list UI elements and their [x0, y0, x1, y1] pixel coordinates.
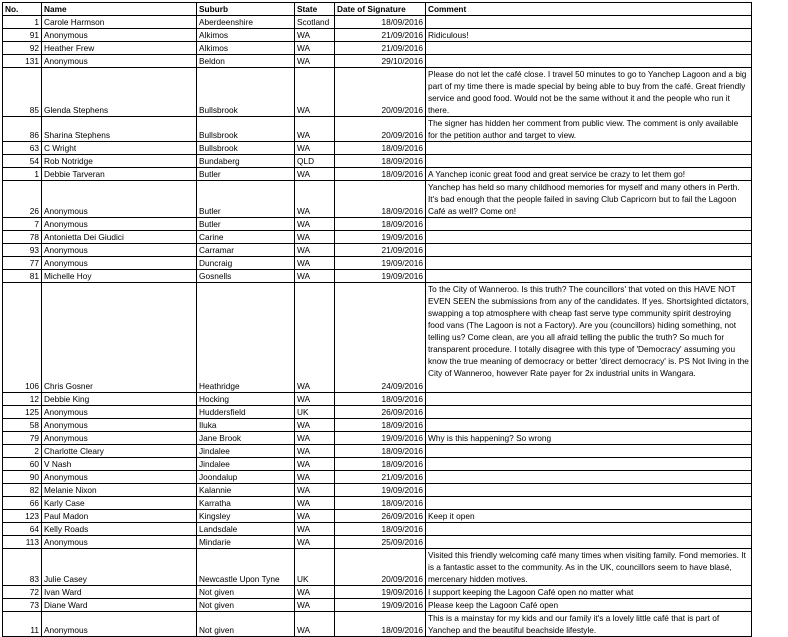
header-date: Date of Signature: [335, 3, 426, 16]
cell-suburb: Beldon: [197, 55, 295, 68]
cell-date: 20/09/2016: [335, 549, 426, 586]
cell-no: 83: [3, 549, 42, 586]
cell-state: WA: [295, 142, 335, 155]
cell-comment: [426, 484, 752, 497]
cell-comment: Visited this friendly welcoming café many times when visiting family. Fond memories. It is a fantastic asset to the community. As in the UK, councillors seem to have blasé, mercenary hidden motives.: [426, 549, 752, 586]
cell-suburb: Mindarie: [197, 536, 295, 549]
cell-comment: [426, 536, 752, 549]
cell-date: 19/09/2016: [335, 599, 426, 612]
table-row: [3, 536, 752, 549]
cell-date: 18/09/2016: [335, 458, 426, 471]
cell-suburb: Alkimos: [197, 42, 295, 55]
table-row: [3, 612, 752, 637]
header-no: No.: [3, 3, 42, 16]
cell-no: 73: [3, 599, 42, 612]
cell-state: WA: [295, 536, 335, 549]
cell-suburb: Carramar: [197, 244, 295, 257]
table-row: [3, 471, 752, 484]
cell-name: Melanie Nixon: [42, 484, 197, 497]
cell-no: 93: [3, 244, 42, 257]
cell-suburb: Gosnells: [197, 270, 295, 283]
cell-suburb: Jindalee: [197, 445, 295, 458]
cell-name: Glenda Stephens: [42, 68, 197, 117]
cell-comment: Why is this happening? So wrong: [426, 432, 752, 445]
cell-no: 12: [3, 393, 42, 406]
cell-state: WA: [295, 393, 335, 406]
cell-no: 11: [3, 612, 42, 637]
cell-no: 79: [3, 432, 42, 445]
cell-no: 26: [3, 181, 42, 218]
cell-state: WA: [295, 257, 335, 270]
cell-no: 58: [3, 419, 42, 432]
cell-no: 72: [3, 586, 42, 599]
cell-name: V Nash: [42, 458, 197, 471]
cell-no: 1: [3, 16, 42, 29]
cell-suburb: Huddersfield: [197, 406, 295, 419]
cell-name: Ivan Ward: [42, 586, 197, 599]
table-row: [3, 55, 752, 68]
cell-suburb: Karratha: [197, 497, 295, 510]
cell-no: 90: [3, 471, 42, 484]
cell-suburb: Butler: [197, 218, 295, 231]
table-row: [3, 510, 752, 523]
header-state: State: [295, 3, 335, 16]
cell-no: 63: [3, 142, 42, 155]
table-row: [3, 497, 752, 510]
cell-date: 18/09/2016: [335, 181, 426, 218]
cell-suburb: Butler: [197, 181, 295, 218]
table-row: [3, 218, 752, 231]
cell-date: 21/09/2016: [335, 42, 426, 55]
cell-comment: This is a mainstay for my kids and our family it's a lovely little café that is part of Yanchep and the beautiful beachside lifestyle.: [426, 612, 752, 637]
cell-comment: The signer has hidden her comment from public view. The comment is only available for the petition author and target to view.: [426, 117, 752, 142]
cell-no: 1: [3, 168, 42, 181]
cell-suburb: Jindalee: [197, 458, 295, 471]
cell-name: Anonymous: [42, 536, 197, 549]
cell-date: 18/09/2016: [335, 168, 426, 181]
cell-state: QLD: [295, 155, 335, 168]
cell-name: Anonymous: [42, 406, 197, 419]
cell-suburb: Bullsbrook: [197, 142, 295, 155]
cell-suburb: Kalannie: [197, 484, 295, 497]
cell-suburb: Not given: [197, 586, 295, 599]
cell-state: WA: [295, 612, 335, 637]
cell-comment: [426, 419, 752, 432]
cell-comment: Yanchep has held so many childhood memories for myself and many others in Perth. It's bad enough that the people failed in saving Club Capricorn but to fail the Lagoon Café as well? Come on!: [426, 181, 752, 218]
cell-name: Antonietta Dei Giudici: [42, 231, 197, 244]
cell-date: 19/09/2016: [335, 586, 426, 599]
cell-name: Michelle Hoy: [42, 270, 197, 283]
cell-state: WA: [295, 181, 335, 218]
cell-state: WA: [295, 497, 335, 510]
cell-comment: Ridiculous!: [426, 29, 752, 42]
cell-state: WA: [295, 283, 335, 393]
cell-state: UK: [295, 549, 335, 586]
table-row: [3, 257, 752, 270]
cell-date: 18/09/2016: [335, 445, 426, 458]
cell-state: WA: [295, 55, 335, 68]
cell-state: WA: [295, 29, 335, 42]
cell-name: Debbie King: [42, 393, 197, 406]
cell-suburb: Newcastle Upon Tyne: [197, 549, 295, 586]
cell-name: Anonymous: [42, 419, 197, 432]
cell-date: 18/09/2016: [335, 218, 426, 231]
cell-no: 54: [3, 155, 42, 168]
cell-state: WA: [295, 432, 335, 445]
table-row: [3, 484, 752, 497]
cell-name: Anonymous: [42, 29, 197, 42]
cell-suburb: Hocking: [197, 393, 295, 406]
cell-name: Anonymous: [42, 257, 197, 270]
cell-state: WA: [295, 231, 335, 244]
cell-date: 24/09/2016: [335, 283, 426, 393]
table-row: [3, 586, 752, 599]
cell-no: 78: [3, 231, 42, 244]
cell-date: 19/09/2016: [335, 257, 426, 270]
cell-suburb: Butler: [197, 168, 295, 181]
cell-date: 18/09/2016: [335, 523, 426, 536]
cell-comment: [426, 42, 752, 55]
table-row: [3, 29, 752, 42]
cell-state: WA: [295, 599, 335, 612]
cell-comment: [426, 218, 752, 231]
cell-state: WA: [295, 218, 335, 231]
cell-date: 20/09/2016: [335, 117, 426, 142]
cell-suburb: Bullsbrook: [197, 68, 295, 117]
cell-date: 26/09/2016: [335, 406, 426, 419]
signatures-table: [2, 2, 752, 637]
table-row: [3, 445, 752, 458]
cell-state: WA: [295, 471, 335, 484]
cell-date: 18/09/2016: [335, 419, 426, 432]
cell-comment: [426, 244, 752, 257]
table-row: [3, 406, 752, 419]
cell-name: Anonymous: [42, 55, 197, 68]
cell-no: 86: [3, 117, 42, 142]
cell-comment: [426, 55, 752, 68]
cell-name: Anonymous: [42, 218, 197, 231]
cell-name: C Wright: [42, 142, 197, 155]
cell-comment: [426, 406, 752, 419]
cell-date: 19/09/2016: [335, 231, 426, 244]
header-name: Name: [42, 3, 197, 16]
cell-name: Sharina Stephens: [42, 117, 197, 142]
cell-comment: [426, 523, 752, 536]
cell-comment: Please do not let the café close. I travel 50 minutes to go to Yanchep Lagoon and a big part of my time there is made special by being able to buy from the café. Great friendly service and good food. Would not be the same without it and the people who run it there.: [426, 68, 752, 117]
cell-suburb: Landsdale: [197, 523, 295, 536]
cell-comment: [426, 270, 752, 283]
cell-state: WA: [295, 484, 335, 497]
cell-state: WA: [295, 270, 335, 283]
cell-state: UK: [295, 406, 335, 419]
cell-name: Karly Case: [42, 497, 197, 510]
table-row: [3, 393, 752, 406]
cell-suburb: Kingsley: [197, 510, 295, 523]
table-row: [3, 599, 752, 612]
cell-suburb: Carine: [197, 231, 295, 244]
cell-state: WA: [295, 68, 335, 117]
cell-no: 7: [3, 218, 42, 231]
cell-comment: [426, 497, 752, 510]
cell-comment: [426, 16, 752, 29]
cell-no: 60: [3, 458, 42, 471]
table-row: [3, 168, 752, 181]
table-row: [3, 523, 752, 536]
cell-date: 25/09/2016: [335, 536, 426, 549]
table-row: [3, 549, 752, 586]
cell-name: Carole Harmson: [42, 16, 197, 29]
cell-state: WA: [295, 244, 335, 257]
cell-date: 18/09/2016: [335, 612, 426, 637]
cell-comment: [426, 142, 752, 155]
cell-suburb: Alkimos: [197, 29, 295, 42]
cell-date: 19/09/2016: [335, 484, 426, 497]
cell-no: 66: [3, 497, 42, 510]
cell-date: 18/09/2016: [335, 155, 426, 168]
header-row: [3, 3, 752, 16]
cell-no: 113: [3, 536, 42, 549]
cell-suburb: Bullsbrook: [197, 117, 295, 142]
cell-suburb: Bundaberg: [197, 155, 295, 168]
cell-no: 123: [3, 510, 42, 523]
cell-date: 18/09/2016: [335, 497, 426, 510]
table-row: [3, 181, 752, 218]
cell-date: 21/09/2016: [335, 471, 426, 484]
cell-name: Rob Notridge: [42, 155, 197, 168]
cell-date: 21/09/2016: [335, 244, 426, 257]
table-row: [3, 42, 752, 55]
cell-suburb: Jane Brook: [197, 432, 295, 445]
cell-state: WA: [295, 445, 335, 458]
header-comment: Comment: [426, 3, 752, 16]
cell-state: WA: [295, 586, 335, 599]
cell-name: Paul Madon: [42, 510, 197, 523]
cell-date: 26/09/2016: [335, 510, 426, 523]
cell-comment: [426, 445, 752, 458]
table-row: [3, 142, 752, 155]
cell-name: Anonymous: [42, 471, 197, 484]
cell-no: 85: [3, 68, 42, 117]
cell-suburb: Not given: [197, 612, 295, 637]
cell-name: Charlotte Cleary: [42, 445, 197, 458]
cell-state: WA: [295, 168, 335, 181]
cell-name: Anonymous: [42, 612, 197, 637]
cell-suburb: Duncraig: [197, 257, 295, 270]
cell-comment: [426, 257, 752, 270]
cell-comment: [426, 231, 752, 244]
table-row: [3, 155, 752, 168]
cell-suburb: Not given: [197, 599, 295, 612]
cell-comment: Please keep the Lagoon Café open: [426, 599, 752, 612]
cell-name: Anonymous: [42, 244, 197, 257]
cell-date: 29/10/2016: [335, 55, 426, 68]
header-suburb: Suburb: [197, 3, 295, 16]
cell-state: Scotland: [295, 16, 335, 29]
table-row: [3, 270, 752, 283]
cell-date: 18/09/2016: [335, 16, 426, 29]
cell-comment: To the City of Wanneroo. Is this truth? The councillors' that voted on this HAVE NOT EVEN SEEN the submissions from any of the candidates. If yes. Shortsighted dictators, swapping a top atmosphere with cheap fast serve type community spirit destroying food vans (The Lagoon is not a Factory). Are you (councillors) hiding something, not telling us? Come clean, are you all afraid telling the public the truth? So much for transparent procedure. I totally disagree with this type of 'Democracy' assuming you know the true meaning of democracy or better 'direct democracy' is. PS Not living in the City of Wanneroo, however Rate payer for 2x industrial units in Wangara.: [426, 283, 752, 393]
cell-name: Chris Gosner: [42, 283, 197, 393]
cell-date: 19/09/2016: [335, 432, 426, 445]
cell-suburb: Iluka: [197, 419, 295, 432]
cell-no: 81: [3, 270, 42, 283]
cell-comment: [426, 471, 752, 484]
table-row: [3, 68, 752, 117]
cell-comment: [426, 155, 752, 168]
table-row: [3, 432, 752, 445]
cell-no: 106: [3, 283, 42, 393]
table-row: [3, 458, 752, 471]
cell-name: Diane Ward: [42, 599, 197, 612]
cell-no: 92: [3, 42, 42, 55]
cell-state: WA: [295, 117, 335, 142]
cell-comment: Keep it open: [426, 510, 752, 523]
cell-no: 77: [3, 257, 42, 270]
table-row: [3, 117, 752, 142]
table-row: [3, 419, 752, 432]
cell-no: 91: [3, 29, 42, 42]
cell-comment: [426, 458, 752, 471]
cell-name: Debbie Tarveran: [42, 168, 197, 181]
cell-name: Anonymous: [42, 181, 197, 218]
cell-suburb: Heathridge: [197, 283, 295, 393]
cell-state: WA: [295, 419, 335, 432]
table-row: [3, 231, 752, 244]
cell-suburb: Joondalup: [197, 471, 295, 484]
cell-date: 18/09/2016: [335, 142, 426, 155]
cell-no: 125: [3, 406, 42, 419]
table-row: [3, 244, 752, 257]
table-body: [3, 16, 752, 637]
cell-comment: I support keeping the Lagoon Café open no matter what: [426, 586, 752, 599]
table-row: [3, 283, 752, 393]
cell-date: 21/09/2016: [335, 29, 426, 42]
cell-name: Kelly Roads: [42, 523, 197, 536]
cell-comment: A Yanchep iconic great food and great service be crazy to let them go!: [426, 168, 752, 181]
cell-suburb: Aberdeenshire: [197, 16, 295, 29]
table-row: [3, 16, 752, 29]
cell-state: WA: [295, 523, 335, 536]
cell-comment: [426, 393, 752, 406]
cell-no: 64: [3, 523, 42, 536]
cell-no: 131: [3, 55, 42, 68]
cell-no: 2: [3, 445, 42, 458]
table-header: [3, 3, 752, 16]
cell-date: 19/09/2016: [335, 270, 426, 283]
cell-date: 18/09/2016: [335, 393, 426, 406]
cell-name: Julie Casey: [42, 549, 197, 586]
cell-state: WA: [295, 458, 335, 471]
cell-no: 82: [3, 484, 42, 497]
cell-date: 20/09/2016: [335, 68, 426, 117]
cell-name: Anonymous: [42, 432, 197, 445]
cell-state: WA: [295, 510, 335, 523]
cell-name: Heather Frew: [42, 42, 197, 55]
cell-state: WA: [295, 42, 335, 55]
